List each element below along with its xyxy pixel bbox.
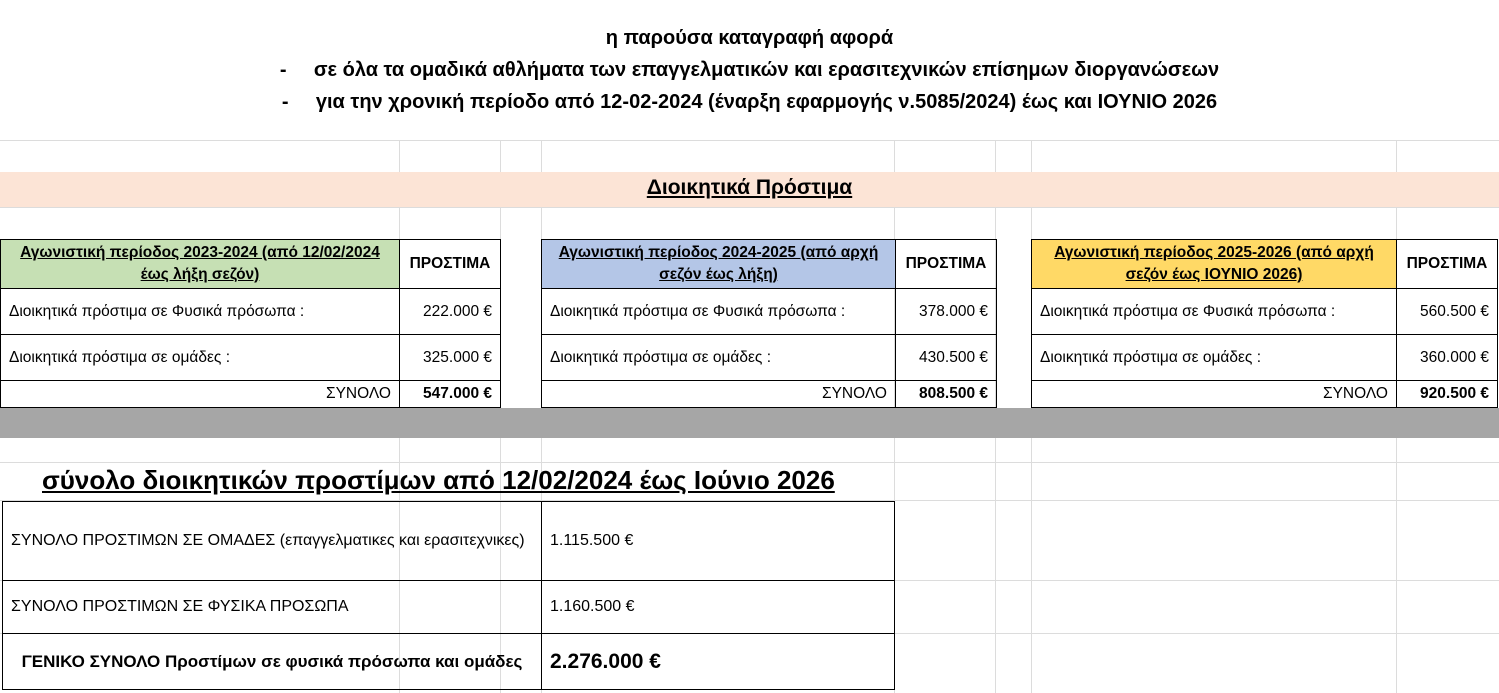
row-label: Διοικητικά πρόστιμα σε ομάδες :: [1032, 335, 1397, 381]
period-table-2024-2025: [541, 239, 997, 408]
period-table-2023-2024: [0, 239, 501, 408]
row-label: Διοικητικά πρόστιμα σε Φυσικά πρόσωπα :: [1, 289, 400, 335]
summary-title: σύνολο διοικητικών προστίμων από 12/02/2024 έως Ιούνιο 2026: [42, 465, 835, 495]
summary-row-value: 1.160.500 €: [542, 581, 895, 634]
row-value: 325.000 €: [400, 335, 501, 381]
gridline: [0, 462, 1499, 463]
grand-total-label: ΓΕΝΙΚΟ ΣΥΝΟΛΟ Προστίμων σε φυσικά πρόσωπα και ομάδες: [3, 634, 542, 690]
summary-row-value: 1.115.500 €: [542, 502, 895, 581]
summary-row-label: ΣΥΝΟΛΟ ΠΡΟΣΤΙΜΩΝ ΣΕ ΦΥΣΙΚΑ ΠΡΟΣΩΠΑ: [3, 581, 542, 634]
fines-column-header: ΠΡΟΣΤΙΜΑ: [1397, 240, 1498, 289]
total-label: ΣΥΝΟΛΟ: [1032, 381, 1397, 408]
total-value: 808.500 €: [896, 381, 997, 408]
grand-total-value: 2.276.000 €: [542, 634, 895, 690]
header-line-1: η παρούσα καταγραφή αφορά: [605, 27, 894, 49]
row-value: 430.500 €: [896, 335, 997, 381]
header-line-3-text: για την χρονική περίοδο από 12-02-2024 (έναρξη εφαρμογής ν.5085/2024) έως και ΙΟΥΝΙΟ 2026: [315, 91, 1218, 113]
fines-column-header: ΠΡΟΣΤΙΜΑ: [896, 240, 997, 289]
total-value: 547.000 €: [400, 381, 501, 408]
section-title: Διοικητικά Πρόστιμα: [646, 176, 853, 199]
separator-band: [0, 408, 1499, 438]
fines-column-header: ΠΡΟΣΤΙΜΑ: [400, 240, 501, 289]
total-label: ΣΥΝΟΛΟ: [542, 381, 896, 408]
row-label: Διοικητικά πρόστιμα σε Φυσικά πρόσωπα :: [1032, 289, 1397, 335]
period-title: Αγωνιστική περίοδος 2025-2026 (από αρχή σεζόν έως ΙΟΥΝΙΟ 2026): [1032, 240, 1397, 289]
row-label: Διοικητικά πρόστιμα σε ομάδες :: [1, 335, 400, 381]
period-title: Αγωνιστική περίοδος 2024-2025 (από αρχή σεζόν έως λήξη): [542, 240, 896, 289]
document-header: [0, 22, 1499, 118]
period-table-2025-2026: [1031, 239, 1498, 408]
header-line-3: [0, 86, 1499, 118]
row-value: 360.000 €: [1397, 335, 1498, 381]
gridline: [0, 140, 1499, 141]
period-title: Αγωνιστική περίοδος 2023-2024 (από 12/02/2024 έως λήξη σεζόν): [1, 240, 400, 289]
total-value: 920.500 €: [1397, 381, 1498, 408]
summary-table: [2, 501, 895, 690]
row-label: Διοικητικά πρόστιμα σε ομάδες :: [542, 335, 896, 381]
header-line-2: [0, 54, 1499, 86]
bullet-dash: -: [281, 91, 289, 113]
row-label: Διοικητικά πρόστιμα σε Φυσικά πρόσωπα :: [542, 289, 896, 335]
header-line-2-text: σε όλα τα ομαδικά αθλήματα των επαγγελματικών και ερασιτεχνικών επίσημων διοργανώσεων: [313, 59, 1220, 81]
summary-row-label: ΣΥΝΟΛΟ ΠΡΟΣΤΙΜΩΝ ΣΕ ΟΜΑΔΕΣ (επαγγελματικες και ερασιτεχνικες): [3, 502, 542, 581]
bullet-dash: -: [279, 59, 287, 81]
row-value: 222.000 €: [400, 289, 501, 335]
total-label: ΣΥΝΟΛΟ: [1, 381, 400, 408]
row-value: 560.500 €: [1397, 289, 1498, 335]
gridline: [0, 207, 1499, 208]
row-value: 378.000 €: [896, 289, 997, 335]
